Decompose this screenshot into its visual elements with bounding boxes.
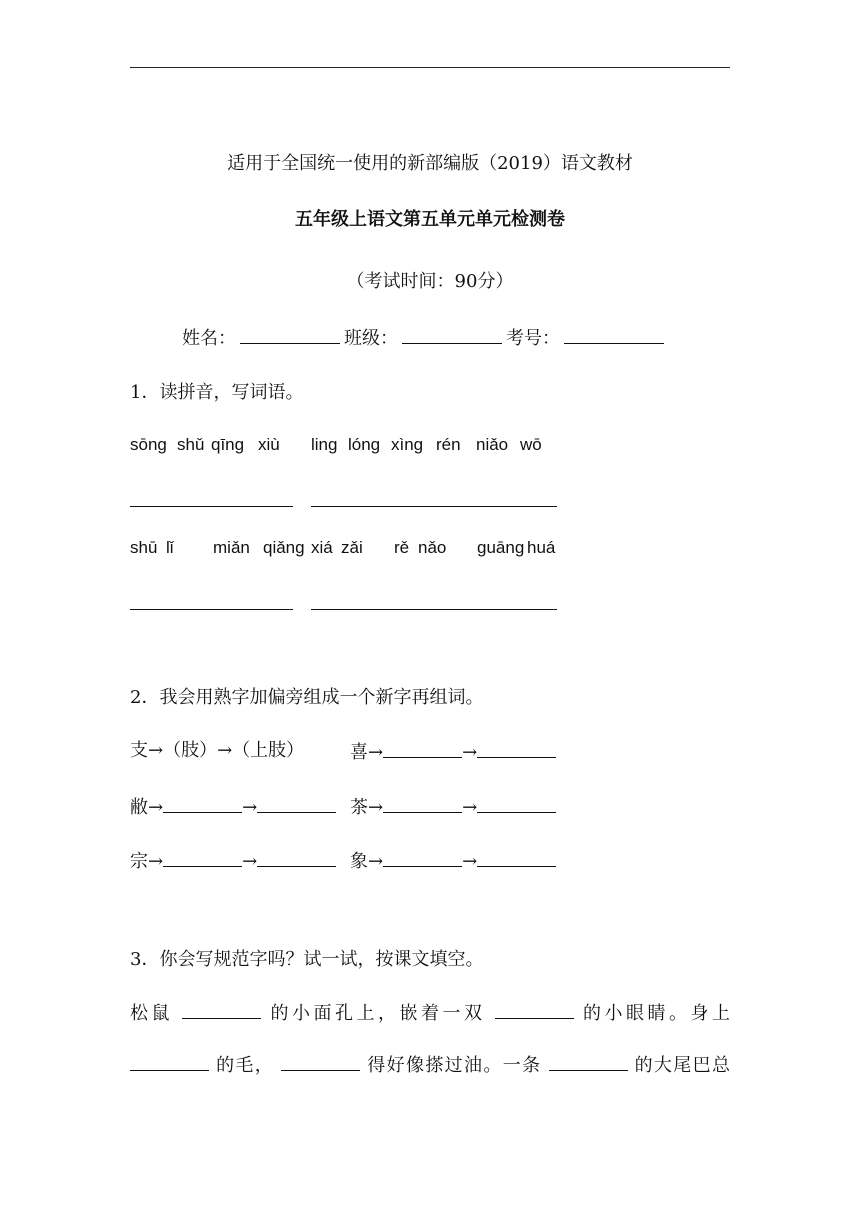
base-char: 茶	[350, 797, 368, 818]
answer-blank[interactable]	[163, 848, 242, 867]
name-label: 姓名：	[182, 328, 236, 349]
answer-blank[interactable]	[383, 848, 462, 867]
q3-title: 3．你会写规范字吗？试一试，按课文填空。	[130, 949, 484, 970]
student-info-row	[182, 325, 664, 351]
pinyin-syllable: huá	[527, 538, 556, 557]
q1-title: 1．读拼音，写词语。	[130, 382, 304, 403]
arrow-icon: →	[242, 797, 258, 818]
arrow-icon: →	[368, 851, 384, 872]
pinyin-syllable: shǔ	[177, 435, 205, 454]
pinyin-syllable: wō	[520, 435, 542, 454]
arrow-icon: →	[368, 797, 384, 818]
pinyin-syllable: nǎo	[418, 538, 447, 557]
base-char: 喜	[350, 742, 368, 763]
answer-blank[interactable]	[281, 1052, 360, 1071]
passage-text: 的大尾巴总	[634, 1055, 730, 1076]
arrow-icon: →	[462, 797, 478, 818]
answer-blank[interactable]	[383, 794, 462, 813]
class-blank[interactable]	[402, 325, 502, 344]
arrow-icon: →	[462, 742, 478, 763]
answer-blank[interactable]	[549, 1052, 628, 1071]
pinyin-syllable: lǐ	[166, 538, 174, 557]
pinyin-syllable: xìng	[391, 435, 424, 454]
answer-line[interactable]	[311, 609, 557, 610]
answer-blank[interactable]	[495, 1000, 574, 1019]
pinyin-syllable: qiǎng	[263, 538, 305, 557]
answer-blank[interactable]	[477, 739, 556, 758]
base-char: 敝	[130, 797, 148, 818]
pinyin-syllable: niǎo	[476, 435, 509, 454]
header-rule	[130, 67, 730, 68]
arrow-icon: →	[148, 851, 164, 872]
arrow-icon: →	[462, 851, 478, 872]
doc-title: 五年级上语文第五单元单元检测卷	[295, 209, 565, 230]
pinyin-syllable: zǎi	[341, 538, 363, 557]
pinyin-syllable: sōng	[130, 435, 167, 454]
number-label: 考号：	[506, 328, 560, 349]
q2-row	[350, 848, 556, 874]
q2-row	[350, 739, 556, 765]
pinyin-syllable: miǎn	[213, 538, 250, 557]
exam-time: （考试时间：90分）	[346, 271, 514, 292]
name-blank[interactable]	[240, 325, 340, 344]
pinyin-syllable: xiù	[258, 435, 280, 454]
pinyin-syllable: qīng	[211, 435, 245, 454]
answer-blank[interactable]	[130, 1052, 209, 1071]
q2-row	[130, 794, 336, 820]
answer-line[interactable]	[130, 609, 293, 610]
number-blank[interactable]	[564, 325, 664, 344]
answer-blank[interactable]	[182, 1000, 261, 1019]
doc-subtitle: 适用于全国统一使用的新部编版（2019）语文教材	[227, 153, 633, 174]
arrow-icon: →	[242, 851, 258, 872]
class-label: 班级：	[344, 328, 398, 349]
pinyin-syllable: shū	[130, 538, 158, 557]
base-char: 象	[350, 851, 368, 872]
answer-blank[interactable]	[163, 794, 242, 813]
pinyin-syllable: rén	[436, 435, 461, 454]
q2-row	[130, 848, 336, 874]
passage-text: 的小面孔上，嵌着一双	[270, 1003, 486, 1024]
pinyin-syllable: lóng	[348, 435, 381, 454]
passage-text: 松鼠	[130, 1003, 174, 1024]
pinyin-syllable: ling	[311, 435, 338, 454]
q2-row	[350, 794, 556, 820]
answer-blank[interactable]	[477, 848, 556, 867]
answer-blank[interactable]	[477, 794, 556, 813]
arrow-icon: →	[368, 742, 384, 763]
pinyin-syllable: guāng	[477, 538, 525, 557]
arrow-icon: →	[148, 797, 164, 818]
passage-text: 得好像搽过油。一条	[367, 1055, 542, 1076]
answer-blank[interactable]	[383, 739, 462, 758]
q2-title: 2．我会用熟字加偏旁组成一个新字再组词。	[130, 687, 484, 708]
answer-line[interactable]	[311, 506, 557, 507]
q2-example: 支→（肢）→（上肢）	[130, 740, 305, 761]
base-char: 宗	[130, 851, 148, 872]
pinyin-syllable: xiá	[311, 538, 333, 557]
passage-text: 的毛，	[216, 1055, 275, 1076]
q3-passage-line-1	[130, 1000, 730, 1026]
pinyin-syllable: rě	[394, 538, 410, 557]
answer-blank[interactable]	[257, 794, 336, 813]
answer-blank[interactable]	[257, 848, 336, 867]
answer-line[interactable]	[130, 506, 293, 507]
q3-passage-line-2	[130, 1052, 730, 1078]
passage-text: 的小眼睛。身上	[582, 1003, 731, 1024]
